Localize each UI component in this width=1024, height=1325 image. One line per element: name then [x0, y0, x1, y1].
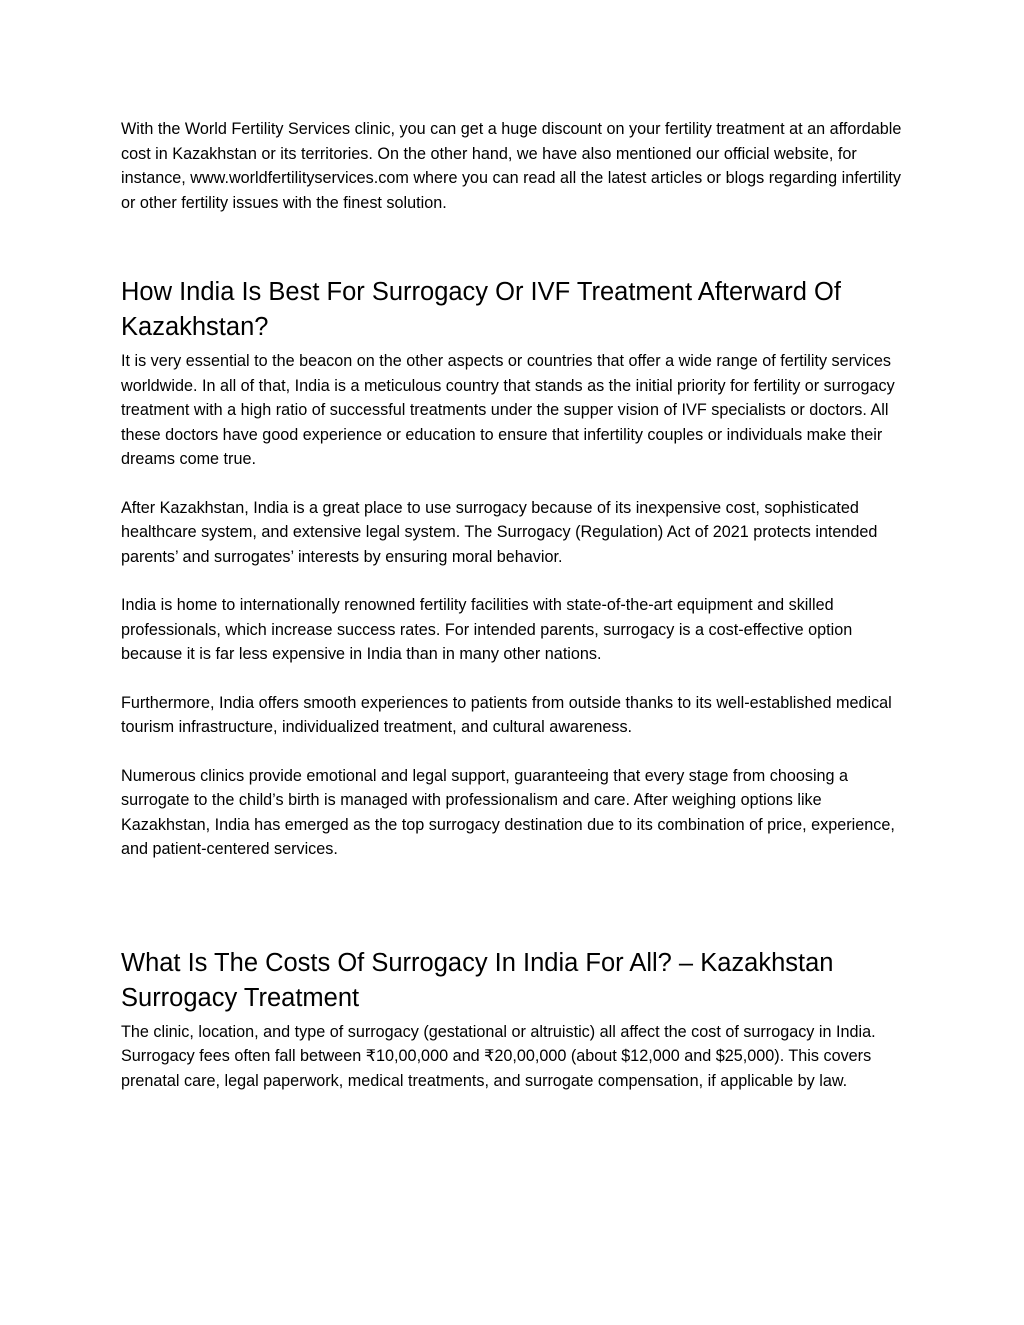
section-heading-costs: What Is The Costs Of Surrogacy In India For All? – Kazakhstan Surrogacy Treatment [121, 948, 834, 1012]
section1-paragraph-5: Numerous clinics provide emotional and legal support, guaranteeing that every stage from choosing a surrogate to the child’s birth is managed with professionalism and care. After weighing options like Kazakhstan, India has emerged as the top surrogacy destination due to its combination of price, experience, and patient-centered services. [121, 766, 895, 858]
section1-paragraph-2: After Kazakhstan, India is a great place to use surrogacy because of its inexpensive cost, sophisticated healthcare system, and extensive legal system. The Surrogacy (Regulation) Act of 2021 protects intended parents’ and surrogates’ interests by ensuring moral behavior. [121, 498, 878, 566]
section1-paragraph-4: Furthermore, India offers smooth experiences to patients from outside thanks to its well-established medical tourism infrastructure, individualized treatment, and cultural awareness. [121, 693, 892, 736]
section1-paragraph-1: It is very essential to the beacon on the other aspects or countries that offer a wide range of fertility services worldwide. In all of that, India is a meticulous country that stands as the initial priority for fertility or surrogacy treatment with a high ratio of successful treatments under the supper vision of IVF specialists or doctors. All these doctors have good experience or education to ensure that infertility couples or individuals make their dreams come true. [121, 352, 895, 468]
section-heading-india-best: How India Is Best For Surrogacy Or IVF Treatment Afterward Of Kazakhstan? [121, 278, 841, 341]
section2-paragraph-1: The clinic, location, and type of surrogacy (gestational or altruistic) all affect the cost of surrogacy in India. Surrogacy fees often fall between ₹10,00,000 and ₹20,00,000 (about $12,000 and $25,000). This covers prenatal care, legal paperwork, medical treatments, and surrogate compensation, if applicable by law. [121, 1022, 876, 1090]
document-page [121, 117, 911, 1093]
intro-paragraph: With the World Fertility Services clinic, you can get a huge discount on your fertility treatment at an affordable cost in Kazakhstan or its territories. On the other hand, we have also mentioned our official website, for instance, www.worldfertilityservices.com where you can read all the latest articles or blogs regarding infertility or other fertility issues with the finest solution. [121, 120, 902, 212]
section1-paragraph-3: India is home to internationally renowned fertility facilities with state-of-the-art equipment and skilled professionals, which increase success rates. For intended parents, surrogacy is a cost-effective option because it is far less expensive in India than in many other nations. [121, 596, 853, 663]
